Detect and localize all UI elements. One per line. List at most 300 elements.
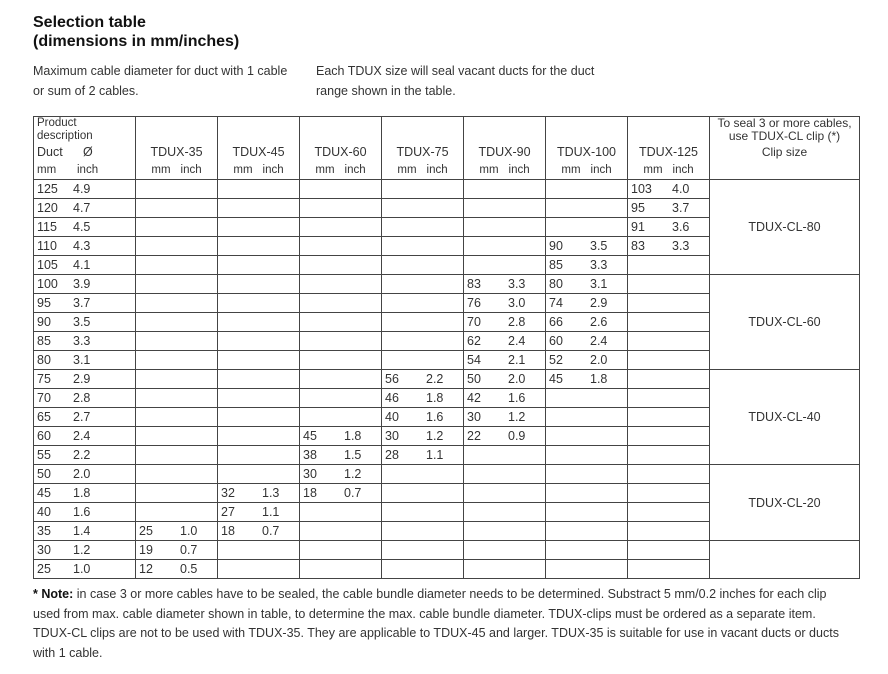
unit-inch: inch	[672, 164, 694, 176]
duct-inch: 3.9	[73, 277, 91, 291]
duct-size-cell	[34, 294, 136, 313]
cable-diameter-cell	[628, 484, 710, 503]
cable-diameter-cell	[546, 541, 628, 560]
cable-diameter-cell	[300, 560, 382, 579]
value-mm: 18	[221, 524, 235, 538]
column-header: TDUX-90	[464, 143, 546, 161]
cable-diameter-cell	[546, 180, 628, 199]
column-header: TDUX-35	[136, 143, 218, 161]
value-inch: 4.0	[672, 182, 690, 196]
duct-size-cell	[34, 427, 136, 446]
unit-mm: mm	[643, 164, 663, 176]
cable-diameter-cell	[218, 522, 300, 541]
cable-diameter-cell	[300, 275, 382, 294]
cable-diameter-cell	[136, 256, 218, 275]
unit-mm: mm	[315, 164, 335, 176]
clip-size-cell: TDUX-CL-60	[710, 275, 860, 370]
duct-size-cell	[34, 522, 136, 541]
duct-size-cell	[34, 351, 136, 370]
cable-diameter-cell	[218, 313, 300, 332]
cable-diameter-cell	[382, 408, 464, 427]
duct-size-cell	[34, 389, 136, 408]
duct-mm: 80	[37, 353, 51, 367]
value-inch: 3.7	[672, 201, 690, 215]
duct-inch: 2.0	[73, 467, 91, 481]
column-header: TDUX-75	[382, 143, 464, 161]
value-inch: 1.8	[344, 429, 362, 443]
cable-diameter-cell	[382, 389, 464, 408]
value-inch: 3.5	[590, 239, 608, 253]
diameter-symbol: Ø	[83, 145, 93, 159]
duct-size-cell	[34, 484, 136, 503]
cable-diameter-cell	[300, 199, 382, 218]
value-mm: 28	[385, 448, 399, 462]
value-mm: 27	[221, 505, 235, 519]
value-inch: 0.5	[180, 562, 198, 576]
clip-size-cell: TDUX-CL-20	[710, 465, 860, 541]
duct-size-cell	[34, 560, 136, 579]
value-mm: 45	[549, 372, 563, 386]
value-inch: 1.8	[426, 391, 444, 405]
cable-diameter-cell	[464, 541, 546, 560]
duct-mm: 90	[37, 315, 51, 329]
value-mm: 74	[549, 296, 563, 310]
unit-inch: inch	[344, 164, 366, 176]
value-mm: 60	[549, 334, 563, 348]
duct-inch: 2.8	[73, 391, 91, 405]
cable-diameter-cell	[136, 313, 218, 332]
clip-size-cell	[710, 541, 860, 579]
cable-diameter-cell	[218, 465, 300, 484]
cable-diameter-cell	[382, 465, 464, 484]
duct-inch: 2.4	[73, 429, 91, 443]
value-mm: 62	[467, 334, 481, 348]
value-mm: 42	[467, 391, 481, 405]
duct-inch: 4.1	[73, 258, 91, 272]
value-mm: 85	[549, 258, 563, 272]
title-line-2: (dimensions in mm/inches)	[33, 33, 240, 50]
duct-mm: 110	[37, 239, 57, 253]
cable-diameter-cell	[464, 294, 546, 313]
duct-label: Duct	[37, 145, 63, 159]
unit-inch: inch	[590, 164, 612, 176]
cable-diameter-cell	[628, 522, 710, 541]
duct-mm: 120	[37, 201, 58, 215]
column-header: TDUX-100	[546, 143, 628, 161]
duct-size-cell	[34, 465, 136, 484]
value-mm: 38	[303, 448, 317, 462]
cable-diameter-cell	[136, 275, 218, 294]
value-inch: 1.1	[262, 505, 280, 519]
table-row	[34, 370, 860, 389]
value-inch: 3.3	[672, 239, 690, 253]
cable-diameter-cell	[546, 560, 628, 579]
unit-mm: mm	[479, 164, 499, 176]
page-title	[33, 13, 239, 51]
cable-diameter-cell	[628, 541, 710, 560]
duct-inch: 1.8	[73, 486, 91, 500]
cable-diameter-cell	[546, 522, 628, 541]
cable-diameter-cell	[218, 180, 300, 199]
duct-size-cell	[34, 446, 136, 465]
cable-diameter-cell	[300, 313, 382, 332]
unit-inch: inch	[508, 164, 530, 176]
duct-mm: 105	[37, 258, 58, 272]
unit-inch: inch	[426, 164, 448, 176]
cable-diameter-cell	[546, 294, 628, 313]
unit-inch: inch	[262, 164, 284, 176]
value-mm: 45	[303, 429, 317, 443]
cable-diameter-cell	[546, 389, 628, 408]
cable-diameter-cell	[218, 237, 300, 256]
cable-diameter-cell	[546, 427, 628, 446]
value-inch: 1.8	[590, 372, 608, 386]
clip-header-line-3: Clip size	[761, 145, 808, 159]
cable-diameter-cell	[382, 370, 464, 389]
cable-diameter-cell	[382, 541, 464, 560]
cable-diameter-cell	[136, 541, 218, 560]
cable-diameter-cell	[546, 313, 628, 332]
table-row	[34, 275, 860, 294]
cable-diameter-cell	[300, 351, 382, 370]
cable-diameter-cell	[300, 180, 382, 199]
cable-diameter-cell	[382, 560, 464, 579]
clip-size-cell: TDUX-CL-80	[710, 180, 860, 275]
cable-diameter-cell	[628, 351, 710, 370]
duct-size-cell	[34, 541, 136, 560]
cable-diameter-cell	[464, 199, 546, 218]
unit-mm: mm	[37, 164, 57, 176]
cable-diameter-cell	[300, 370, 382, 389]
value-inch: 1.0	[180, 524, 198, 538]
cable-diameter-cell	[382, 351, 464, 370]
duct-mm: 55	[37, 448, 51, 462]
cable-diameter-cell	[218, 218, 300, 237]
cable-diameter-cell	[464, 275, 546, 294]
cable-diameter-cell	[218, 560, 300, 579]
value-mm: 25	[139, 524, 153, 538]
value-inch: 3.1	[590, 277, 608, 291]
table-row	[34, 180, 860, 199]
value-mm: 40	[385, 410, 399, 424]
cable-diameter-cell	[628, 389, 710, 408]
duct-inch: 4.9	[73, 182, 91, 196]
cable-diameter-cell	[218, 332, 300, 351]
cable-diameter-cell	[300, 237, 382, 256]
value-inch: 0.7	[344, 486, 362, 500]
duct-inch: 3.7	[73, 296, 91, 310]
clip-header-line-1: To seal 3 or more cables,	[717, 116, 852, 130]
column-units	[136, 161, 218, 180]
value-inch: 2.4	[508, 334, 526, 348]
cable-diameter-cell	[546, 218, 628, 237]
cable-diameter-cell	[628, 408, 710, 427]
cable-diameter-cell	[218, 199, 300, 218]
value-inch: 1.2	[508, 410, 526, 424]
value-inch: 2.2	[426, 372, 444, 386]
cable-diameter-cell	[382, 484, 464, 503]
value-mm: 95	[631, 201, 645, 215]
table-row	[34, 465, 860, 484]
cable-diameter-cell	[136, 332, 218, 351]
value-mm: 83	[631, 239, 645, 253]
cable-diameter-cell	[464, 256, 546, 275]
column-units	[382, 161, 464, 180]
value-mm: 76	[467, 296, 481, 310]
duct-size-cell	[34, 218, 136, 237]
cable-diameter-cell	[382, 199, 464, 218]
cable-diameter-cell	[464, 484, 546, 503]
duct-mm: 125	[37, 182, 58, 196]
cable-diameter-cell	[218, 370, 300, 389]
cable-diameter-cell	[464, 427, 546, 446]
cable-diameter-cell	[300, 256, 382, 275]
cable-diameter-cell	[546, 408, 628, 427]
value-mm: 103	[631, 182, 652, 196]
cable-diameter-cell	[546, 332, 628, 351]
duct-mm: 40	[37, 505, 51, 519]
cable-diameter-cell	[628, 237, 710, 256]
duct-size-cell	[34, 503, 136, 522]
value-inch: 2.1	[508, 353, 526, 367]
duct-mm: 75	[37, 372, 51, 386]
duct-inch: 3.5	[73, 315, 91, 329]
value-mm: 70	[467, 315, 481, 329]
duct-size-cell	[34, 180, 136, 199]
value-mm: 22	[467, 429, 481, 443]
duct-mm: 30	[37, 543, 51, 557]
cable-diameter-cell	[464, 522, 546, 541]
duct-inch: 3.3	[73, 334, 91, 348]
unit-inch: inch	[77, 164, 99, 176]
cable-diameter-cell	[300, 408, 382, 427]
duct-mm: 45	[37, 486, 51, 500]
cable-diameter-cell	[628, 560, 710, 579]
duct-mm: 25	[37, 562, 51, 576]
value-mm: 56	[385, 372, 399, 386]
duct-size-cell	[34, 370, 136, 389]
duct-size-cell	[34, 408, 136, 427]
cable-diameter-cell	[382, 446, 464, 465]
cable-diameter-cell	[218, 484, 300, 503]
value-inch: 1.6	[426, 410, 444, 424]
cable-diameter-cell	[628, 465, 710, 484]
cable-diameter-cell	[382, 218, 464, 237]
intro-right: Each TDUX size will seal vacant ducts for the duct range shown in the table.	[316, 64, 595, 98]
value-mm: 30	[467, 410, 481, 424]
value-inch: 3.3	[590, 258, 608, 272]
cable-diameter-cell	[546, 370, 628, 389]
value-mm: 30	[385, 429, 399, 443]
column-header: TDUX-60	[300, 143, 382, 161]
cable-diameter-cell	[218, 275, 300, 294]
cable-diameter-cell	[546, 199, 628, 218]
cable-diameter-cell	[218, 389, 300, 408]
cable-diameter-cell	[546, 275, 628, 294]
value-mm: 83	[467, 277, 481, 291]
value-inch: 0.7	[262, 524, 280, 538]
value-mm: 30	[303, 467, 317, 481]
cable-diameter-cell	[546, 237, 628, 256]
duct-mm: 115	[37, 220, 57, 234]
duct-inch: 1.0	[73, 562, 91, 576]
cable-diameter-cell	[628, 180, 710, 199]
value-mm: 80	[549, 277, 563, 291]
value-inch: 3.6	[672, 220, 690, 234]
cable-diameter-cell	[300, 294, 382, 313]
cable-diameter-cell	[382, 522, 464, 541]
cable-diameter-cell	[546, 503, 628, 522]
title-line-1: Selection table	[33, 14, 146, 31]
cable-diameter-cell	[464, 389, 546, 408]
value-inch: 2.6	[590, 315, 608, 329]
value-inch: 0.9	[508, 429, 526, 443]
cable-diameter-cell	[628, 427, 710, 446]
cable-diameter-cell	[382, 294, 464, 313]
column-units	[464, 161, 546, 180]
cable-diameter-cell	[300, 484, 382, 503]
cable-diameter-cell	[382, 332, 464, 351]
cable-diameter-cell	[382, 256, 464, 275]
cable-diameter-cell	[628, 370, 710, 389]
cable-diameter-cell	[464, 465, 546, 484]
cable-diameter-cell	[136, 237, 218, 256]
cable-diameter-cell	[218, 427, 300, 446]
clip-header	[710, 117, 860, 180]
note-label: * Note:	[33, 587, 74, 601]
cable-diameter-cell	[546, 465, 628, 484]
cable-diameter-cell	[300, 389, 382, 408]
cable-diameter-cell	[628, 294, 710, 313]
cable-diameter-cell	[464, 503, 546, 522]
cable-diameter-cell	[136, 503, 218, 522]
cable-diameter-cell	[628, 256, 710, 275]
cable-diameter-cell	[382, 427, 464, 446]
cable-diameter-cell	[300, 465, 382, 484]
note-text: in case 3 or more cables have to be sealed, the cable bundle diameter needs to be determined. Substract 5 mm/0.2 inches for each clip used from max. cable diameter shown in table, to determine the max. cable bundle diameter. TDUX-clips must be ordered as a separate item. TDUX-CL clips are not to be used with TDUX-35. They are applicable to TDUX-45 and larger. TDUX-35 is suitable for use in vacant ducts or ducts with 1 cable.	[33, 587, 839, 660]
duct-inch: 1.4	[73, 524, 91, 538]
value-inch: 1.1	[426, 448, 444, 462]
cable-diameter-cell	[218, 351, 300, 370]
column-units	[218, 161, 300, 180]
duct-mm: 100	[37, 277, 58, 291]
cable-diameter-cell	[464, 237, 546, 256]
unit-mm: mm	[233, 164, 253, 176]
value-inch: 0.7	[180, 543, 198, 557]
cable-diameter-cell	[382, 275, 464, 294]
cable-diameter-cell	[382, 180, 464, 199]
value-mm: 91	[631, 220, 645, 234]
cable-diameter-cell	[300, 522, 382, 541]
cable-diameter-cell	[218, 446, 300, 465]
cable-diameter-cell	[628, 275, 710, 294]
column-units	[300, 161, 382, 180]
cable-diameter-cell	[464, 370, 546, 389]
cable-diameter-cell	[382, 503, 464, 522]
cable-diameter-cell	[546, 351, 628, 370]
duct-size-cell	[34, 332, 136, 351]
cable-diameter-cell	[382, 237, 464, 256]
unit-mm: mm	[561, 164, 581, 176]
duct-inch: 4.3	[73, 239, 91, 253]
value-inch: 1.6	[508, 391, 526, 405]
value-inch: 3.3	[508, 277, 526, 291]
value-inch: 1.3	[262, 486, 280, 500]
cable-diameter-cell	[628, 503, 710, 522]
value-inch: 2.0	[590, 353, 608, 367]
cable-diameter-cell	[300, 332, 382, 351]
selection-table	[33, 116, 860, 579]
cable-diameter-cell	[628, 199, 710, 218]
table-row	[34, 541, 860, 560]
cable-diameter-cell	[546, 256, 628, 275]
cable-diameter-cell	[628, 313, 710, 332]
value-inch: 1.5	[344, 448, 362, 462]
cable-diameter-cell	[464, 408, 546, 427]
cable-diameter-cell	[218, 408, 300, 427]
duct-inch: 2.9	[73, 372, 91, 386]
duct-inch: 2.2	[73, 448, 91, 462]
value-inch: 2.8	[508, 315, 526, 329]
duct-size-cell	[34, 237, 136, 256]
cable-diameter-cell	[136, 294, 218, 313]
cable-diameter-cell	[218, 503, 300, 522]
cable-diameter-cell	[300, 427, 382, 446]
value-mm: 19	[139, 543, 153, 557]
duct-inch: 3.1	[73, 353, 91, 367]
value-inch: 2.4	[590, 334, 608, 348]
cable-diameter-cell	[628, 218, 710, 237]
footnote	[33, 585, 845, 663]
duct-size-cell	[34, 256, 136, 275]
value-mm: 52	[549, 353, 563, 367]
cable-diameter-cell	[218, 294, 300, 313]
duct-size-cell	[34, 313, 136, 332]
column-units	[546, 161, 628, 180]
cable-diameter-cell	[136, 389, 218, 408]
column-header: TDUX-125	[628, 143, 710, 161]
value-mm: 18	[303, 486, 317, 500]
value-inch: 2.9	[590, 296, 608, 310]
cable-diameter-cell	[546, 484, 628, 503]
clip-size-cell: TDUX-CL-40	[710, 370, 860, 465]
value-inch: 1.2	[426, 429, 444, 443]
cable-diameter-cell	[136, 351, 218, 370]
cable-diameter-cell	[300, 446, 382, 465]
cable-diameter-cell	[218, 256, 300, 275]
cable-diameter-cell	[218, 541, 300, 560]
cable-diameter-cell	[136, 408, 218, 427]
value-mm: 46	[385, 391, 399, 405]
duct-inch: 1.2	[73, 543, 91, 557]
duct-inch: 2.7	[73, 410, 91, 424]
cable-diameter-cell	[136, 370, 218, 389]
value-inch: 1.2	[344, 467, 362, 481]
duct-size-cell	[34, 275, 136, 294]
intro-left: Maximum cable diameter for duct with 1 cable or sum of 2 cables.	[33, 64, 288, 98]
cable-diameter-cell	[464, 446, 546, 465]
cable-diameter-cell	[382, 313, 464, 332]
cable-diameter-cell	[136, 199, 218, 218]
cable-diameter-cell	[464, 180, 546, 199]
cable-diameter-cell	[464, 351, 546, 370]
cable-diameter-cell	[136, 560, 218, 579]
duct-mm: 95	[37, 296, 51, 310]
cable-diameter-cell	[464, 560, 546, 579]
duct-size-cell	[34, 199, 136, 218]
cable-diameter-cell	[628, 332, 710, 351]
value-inch: 2.0	[508, 372, 526, 386]
